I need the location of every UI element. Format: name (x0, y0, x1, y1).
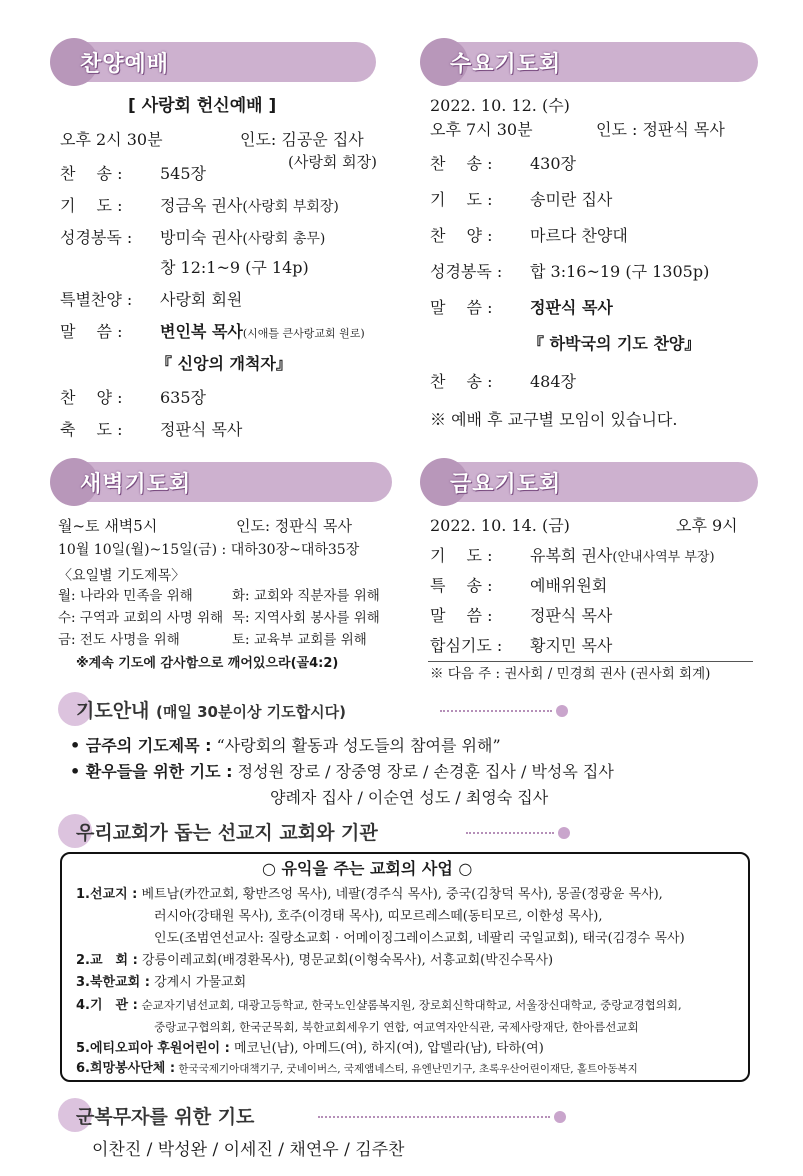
missions-box (60, 852, 750, 1082)
prayer-guide-title-main: 기도안내 (76, 700, 150, 722)
wednesday-header (428, 42, 758, 82)
wednesday-reading: 합 3:16~19 (구 1305p) (530, 262, 710, 281)
missions-m4-text1: 순교자기념선교회, 대광고등학교, 한국노인샬롬복지원, 장로회신학대학교, 서울장신대학교, 중랑교경협의회, (141, 998, 682, 1012)
friday-divider (428, 661, 753, 662)
missions-dotted-line (466, 832, 554, 834)
missions-m3-label: 3.북한교회 : (76, 975, 150, 990)
missions-box-title: ○ 유익을 주는 교회의 사업 ○ (262, 859, 473, 878)
dawn-topics-header: 〈요일별 기도제목〉 (58, 568, 186, 584)
sunday-leader-note: (사랑회 회장) (288, 153, 377, 171)
dawn-topic-mon: 월: 나라와 민족을 위해 (58, 588, 193, 604)
friday-sermon: 정판식 목사 (530, 606, 613, 625)
missions-m6-text: 한국국제기아대책기구, 굿네이버스, 국제앰네스티, 유엔난민기구, 초록우산어린이재단, 홀트아동복지 (178, 1063, 638, 1075)
friday-special: 예배위원회 (530, 576, 608, 595)
prayer-guide-item1-text: “사랑회의 활동과 성도들의 참여를 위해” (216, 736, 501, 755)
missions-m5-label: 5.에티오피아 후원어린이 : (76, 1041, 230, 1056)
prayer-guide-item1 (70, 736, 501, 756)
wednesday-sermon-label: 말 씀 : (430, 298, 493, 317)
sunday-sermon-title: 『 신앙의 개척자』 (156, 354, 292, 373)
sunday-header-title: 찬양예배 (80, 52, 170, 77)
prayer-guide-end-dot (556, 705, 568, 717)
friday-prayer-note: (안내사역부 부장) (612, 550, 715, 565)
sunday-hymn2-label: 찬 양 : (60, 388, 123, 407)
sunday-bless-label: 축 도 : (60, 420, 123, 439)
missions-m1-text1: 베트남(카깐교회, 황반즈엉 목사), 네팔(경주식 목사), 중국(김창덕 목사), 몽골(정광윤 목사), (141, 887, 663, 902)
sunday-reading-note: (사랑회 총무) (242, 231, 326, 247)
wednesday-preacher: 정판식 목사 (530, 298, 613, 317)
missions-m5-text: 메코닌(남), 아메드(여), 하지(여), 압델라(남), 타하(여) (233, 1041, 544, 1056)
missions-m4-label: 4.기 관 : (76, 998, 138, 1013)
friday-unity: 황지민 목사 (530, 636, 613, 655)
dawn-header-title: 새벽기도회 (80, 472, 192, 497)
dawn-header (58, 462, 392, 502)
friday-prayer-line (530, 546, 715, 568)
prayer-guide-item2-label: • 환우들을 위한 기도 : (70, 762, 233, 781)
friday-header (428, 462, 758, 502)
dawn-topic-fri: 금: 전도 사명을 위해 (58, 632, 180, 648)
prayer-guide-item2-cont: 양례자 집사 / 이순연 성도 / 최영숙 집사 (270, 788, 549, 807)
dawn-topic-wed: 수: 구역과 교회의 사명 위해 (58, 610, 224, 626)
prayer-guide-dotted-line (440, 710, 552, 712)
military-title: 군복무자를 위한 기도 (76, 1106, 255, 1128)
sunday-bless: 정판식 목사 (160, 420, 243, 439)
wednesday-time: 오후 7시 30분 (430, 120, 533, 139)
missions-m1-label: 1.선교지 : (76, 887, 138, 902)
military-end-dot (554, 1111, 566, 1123)
wednesday-hymn2-label: 찬 송 : (430, 372, 493, 391)
dawn-topic-thu: 목: 지역사회 봉사를 위해 (232, 610, 380, 626)
missions-m2 (76, 952, 553, 970)
missions-m6 (76, 1060, 638, 1078)
sunday-prayer-label: 기 도 : (60, 196, 123, 215)
dawn-topic-tue: 화: 교회와 직분자를 위해 (232, 588, 380, 604)
friday-header-title: 금요기도회 (450, 472, 562, 497)
missions-m6-label: 6.희망봉사단체 : (76, 1061, 176, 1076)
sunday-leader: 인도: 김공운 집사 (240, 130, 364, 149)
prayer-guide-subtitle: (매일 30분이상 기도합시다) (156, 703, 346, 721)
missions-title: 우리교회가 돕는 선교지 교회와 기관 (76, 822, 378, 844)
friday-sermon-label: 말 씀 : (430, 606, 493, 625)
missions-m1-line1 (76, 886, 663, 904)
prayer-guide-title (76, 696, 346, 723)
dawn-verse: ※계속 기도에 감사함으로 깨어있으라(골4:2) (76, 656, 339, 671)
missions-m2-text: 강릉이레교회(배경환목사), 명문교회(이형숙목사), 서흥교회(박진수목사) (141, 953, 554, 968)
sunday-reading (160, 228, 325, 249)
dawn-period: 10월 10일(월)~15일(금) : 대하30장~대하35장 (58, 542, 360, 558)
missions-m1-line3: 인도(조범연선교사: 질랑소교회 · 어메이징그레이스교회, 네팔리 국일교회), 태국(김경수 목사) (154, 931, 685, 946)
missions-end-dot (558, 827, 570, 839)
missions-m3 (76, 974, 246, 992)
dawn-topic-sat: 토: 교육부 교회를 위해 (232, 632, 367, 648)
friday-special-label: 특 송 : (430, 576, 493, 595)
sunday-reading-label: 성경봉독 : (60, 228, 133, 247)
sunday-prayer-person: 정금옥 권사 (160, 196, 243, 215)
sunday-hymn2: 635장 (160, 388, 206, 407)
wednesday-sermon-title: 『 하박국의 기도 찬양』 (528, 334, 701, 353)
military-dotted-line (318, 1116, 550, 1118)
sunday-special: 사랑회 회원 (160, 290, 243, 309)
wednesday-praise: 마르다 찬양대 (530, 226, 628, 245)
missions-m1-line2: 러시아(강태원 목사), 호주(이경태 목사), 띠모르레스떼(동티모르, 이한성 목사), (154, 909, 603, 924)
sunday-reading-person: 방미숙 권사 (160, 228, 243, 247)
sunday-preacher-line (160, 322, 365, 344)
missions-m3-text: 강계시 가물교회 (154, 975, 247, 990)
sunday-preacher: 변인복 목사 (160, 322, 243, 341)
wednesday-prayer: 송미란 집사 (530, 190, 613, 209)
sunday-time: 오후 2시 30분 (60, 130, 163, 149)
prayer-guide-item2 (70, 762, 614, 782)
military-names: 이찬진 / 박성완 / 이세진 / 채연우 / 김주찬 (92, 1140, 405, 1160)
friday-prayer-label: 기 도 : (430, 546, 493, 565)
missions-m4-line1 (76, 996, 682, 1015)
wednesday-hymn1: 430장 (530, 154, 576, 173)
sunday-header (58, 42, 376, 82)
friday-prayer: 유복희 권사 (530, 546, 613, 565)
wednesday-header-title: 수요기도회 (450, 52, 562, 77)
friday-unity-label: 합심기도 : (430, 636, 503, 655)
missions-m5 (76, 1040, 544, 1058)
wednesday-hymn2: 484장 (530, 372, 576, 391)
sunday-prayer-note: (사랑회 부회장) (242, 199, 339, 215)
sunday-hymn1: 545장 (160, 164, 206, 183)
prayer-guide-item2-text: 정성원 장로 / 장중영 장로 / 손경훈 집사 / 박성옥 집사 (237, 762, 614, 781)
friday-time: 오후 9시 (676, 516, 738, 535)
dawn-leader: 인도: 정판식 목사 (236, 517, 353, 535)
dawn-days: 월~토 새벽5시 (58, 517, 158, 535)
sunday-special-label: 특별찬양 : (60, 290, 133, 309)
friday-date: 2022. 10. 14. (금) (430, 516, 570, 535)
wednesday-note: ※ 예배 후 교구별 모임이 있습니다. (430, 410, 678, 429)
wednesday-reading-label: 성경봉독 : (430, 262, 503, 281)
missions-m4-line2: 중랑교구협의회, 한국군목회, 북한교회세우기 연합, 여교역자안식관, 국제사랑재단, 한아름선교회 (154, 1020, 639, 1034)
sunday-service-title: [ 사랑회 헌신예배 ] (128, 96, 277, 116)
sunday-reading-text: 창 12:1~9 (구 14p) (160, 258, 309, 277)
sunday-sermon-label: 말 씀 : (60, 322, 123, 341)
friday-next: ※ 다음 주 : 권사회 / 민경희 권사 (권사회 회계) (430, 666, 711, 682)
missions-m2-label: 2.교 회 : (76, 953, 138, 968)
wednesday-date: 2022. 10. 12. (수) (430, 96, 570, 115)
prayer-guide-item1-label: • 금주의 기도제목 : (70, 736, 212, 755)
wednesday-prayer-label: 기 도 : (430, 190, 493, 209)
wednesday-hymn1-label: 찬 송 : (430, 154, 493, 173)
sunday-prayer (160, 196, 339, 217)
sunday-preacher-note: (시애틀 큰사랑교회 원로) (242, 327, 365, 340)
sunday-hymn1-label: 찬 송 : (60, 164, 123, 183)
wednesday-praise-label: 찬 양 : (430, 226, 493, 245)
wednesday-leader: 인도 : 정판식 목사 (596, 120, 725, 139)
